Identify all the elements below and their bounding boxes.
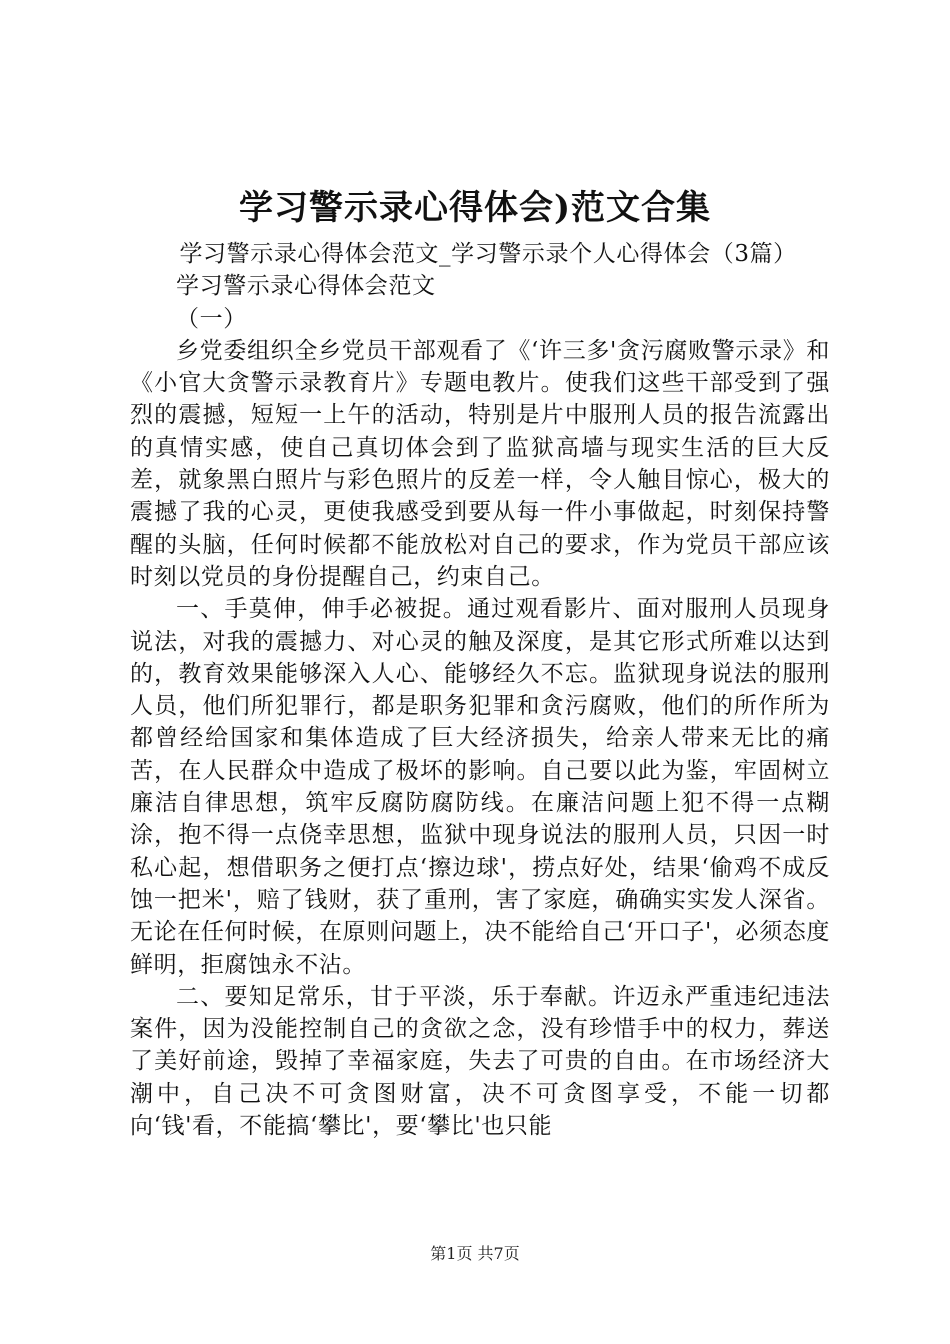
page-number: 第1页 共7页: [430, 1244, 520, 1263]
document-title: 学习警示录心得体会)范文合集: [238, 188, 712, 228]
section-marker: （一）: [176, 305, 247, 332]
paragraph-point-two: 二、要知足常乐，甘于平淡，乐于奉献。许迈永严重违纪违法案件，因为没能控制自己的贪欲之念，没有珍惜手中的权力，葬送了美好前途，毁掉了幸福家庭，失去了可贵的自由。在市场经济大潮中，自己决不可贪图财富，决不可贪图享受，不能一切都向‘钱'看，不能搞‘攀比'，要‘攀比'也只能: [130, 983, 830, 1140]
document-heading: 学习警示录心得体会范文: [176, 273, 436, 300]
document-subtitle: 学习警示录心得体会范文_学习警示录个人心得体会（3篇）: [179, 241, 797, 267]
document-body: [130, 238, 830, 1142]
paragraph-intro: 乡党委组织全乡党员干部观看了《‘许三多'贪污腐败警示录》和《小官大贪警示录教育片》专题电教片。使我们这些干部受到了强烈的震撼，短短一上午的活动，特别是片中服刑人员的报告流露出的真情实感，使自己真切体会到了监狱高墙与现实生活的巨大反差，就象黑白照片与彩色照片的反差一样，令人触目惊心，极大的震撼了我的心灵，更使我感受到要从每一件小事做起，时刻保持警醒的头脑，任何时候都不能放松对自己的要求，作为党员干部应该时刻以党员的身份提醒自己，约束自己。: [130, 337, 830, 590]
paragraph-point-one: 一、手莫伸，伸手必被捉。通过观看影片、面对服刑人员现身说法，对我的震撼力、对心灵的触及深度，是其它形式所难以达到的，教育效果能够深入人心、能够经久不忘。监狱现身说法的服刑人员，他们所犯罪行，都是职务犯罪和贪污腐败，他们的所作所为都曾经给国家和集体造成了巨大经济损失，给亲人带来无比的痛苦，在人民群众中造成了极坏的影响。自己要以此为鉴，牢固树立廉洁自律思想，筑牢反腐防腐防线。在廉洁问题上犯不得一点糊涂，抱不得一点侥幸思想，监狱中现身说法的服刑人员，只因一时私心起，想借职务之便打点‘擦边球'，捞点好处，结果‘偷鸡不成反蚀一把米'，赔了钱财，获了重刑，害了家庭，确确实实发人深省。无论在任何时候，在原则问题上，决不能给自己‘开口子'，必须态度鲜明，拒腐蚀永不沾。: [130, 596, 830, 978]
